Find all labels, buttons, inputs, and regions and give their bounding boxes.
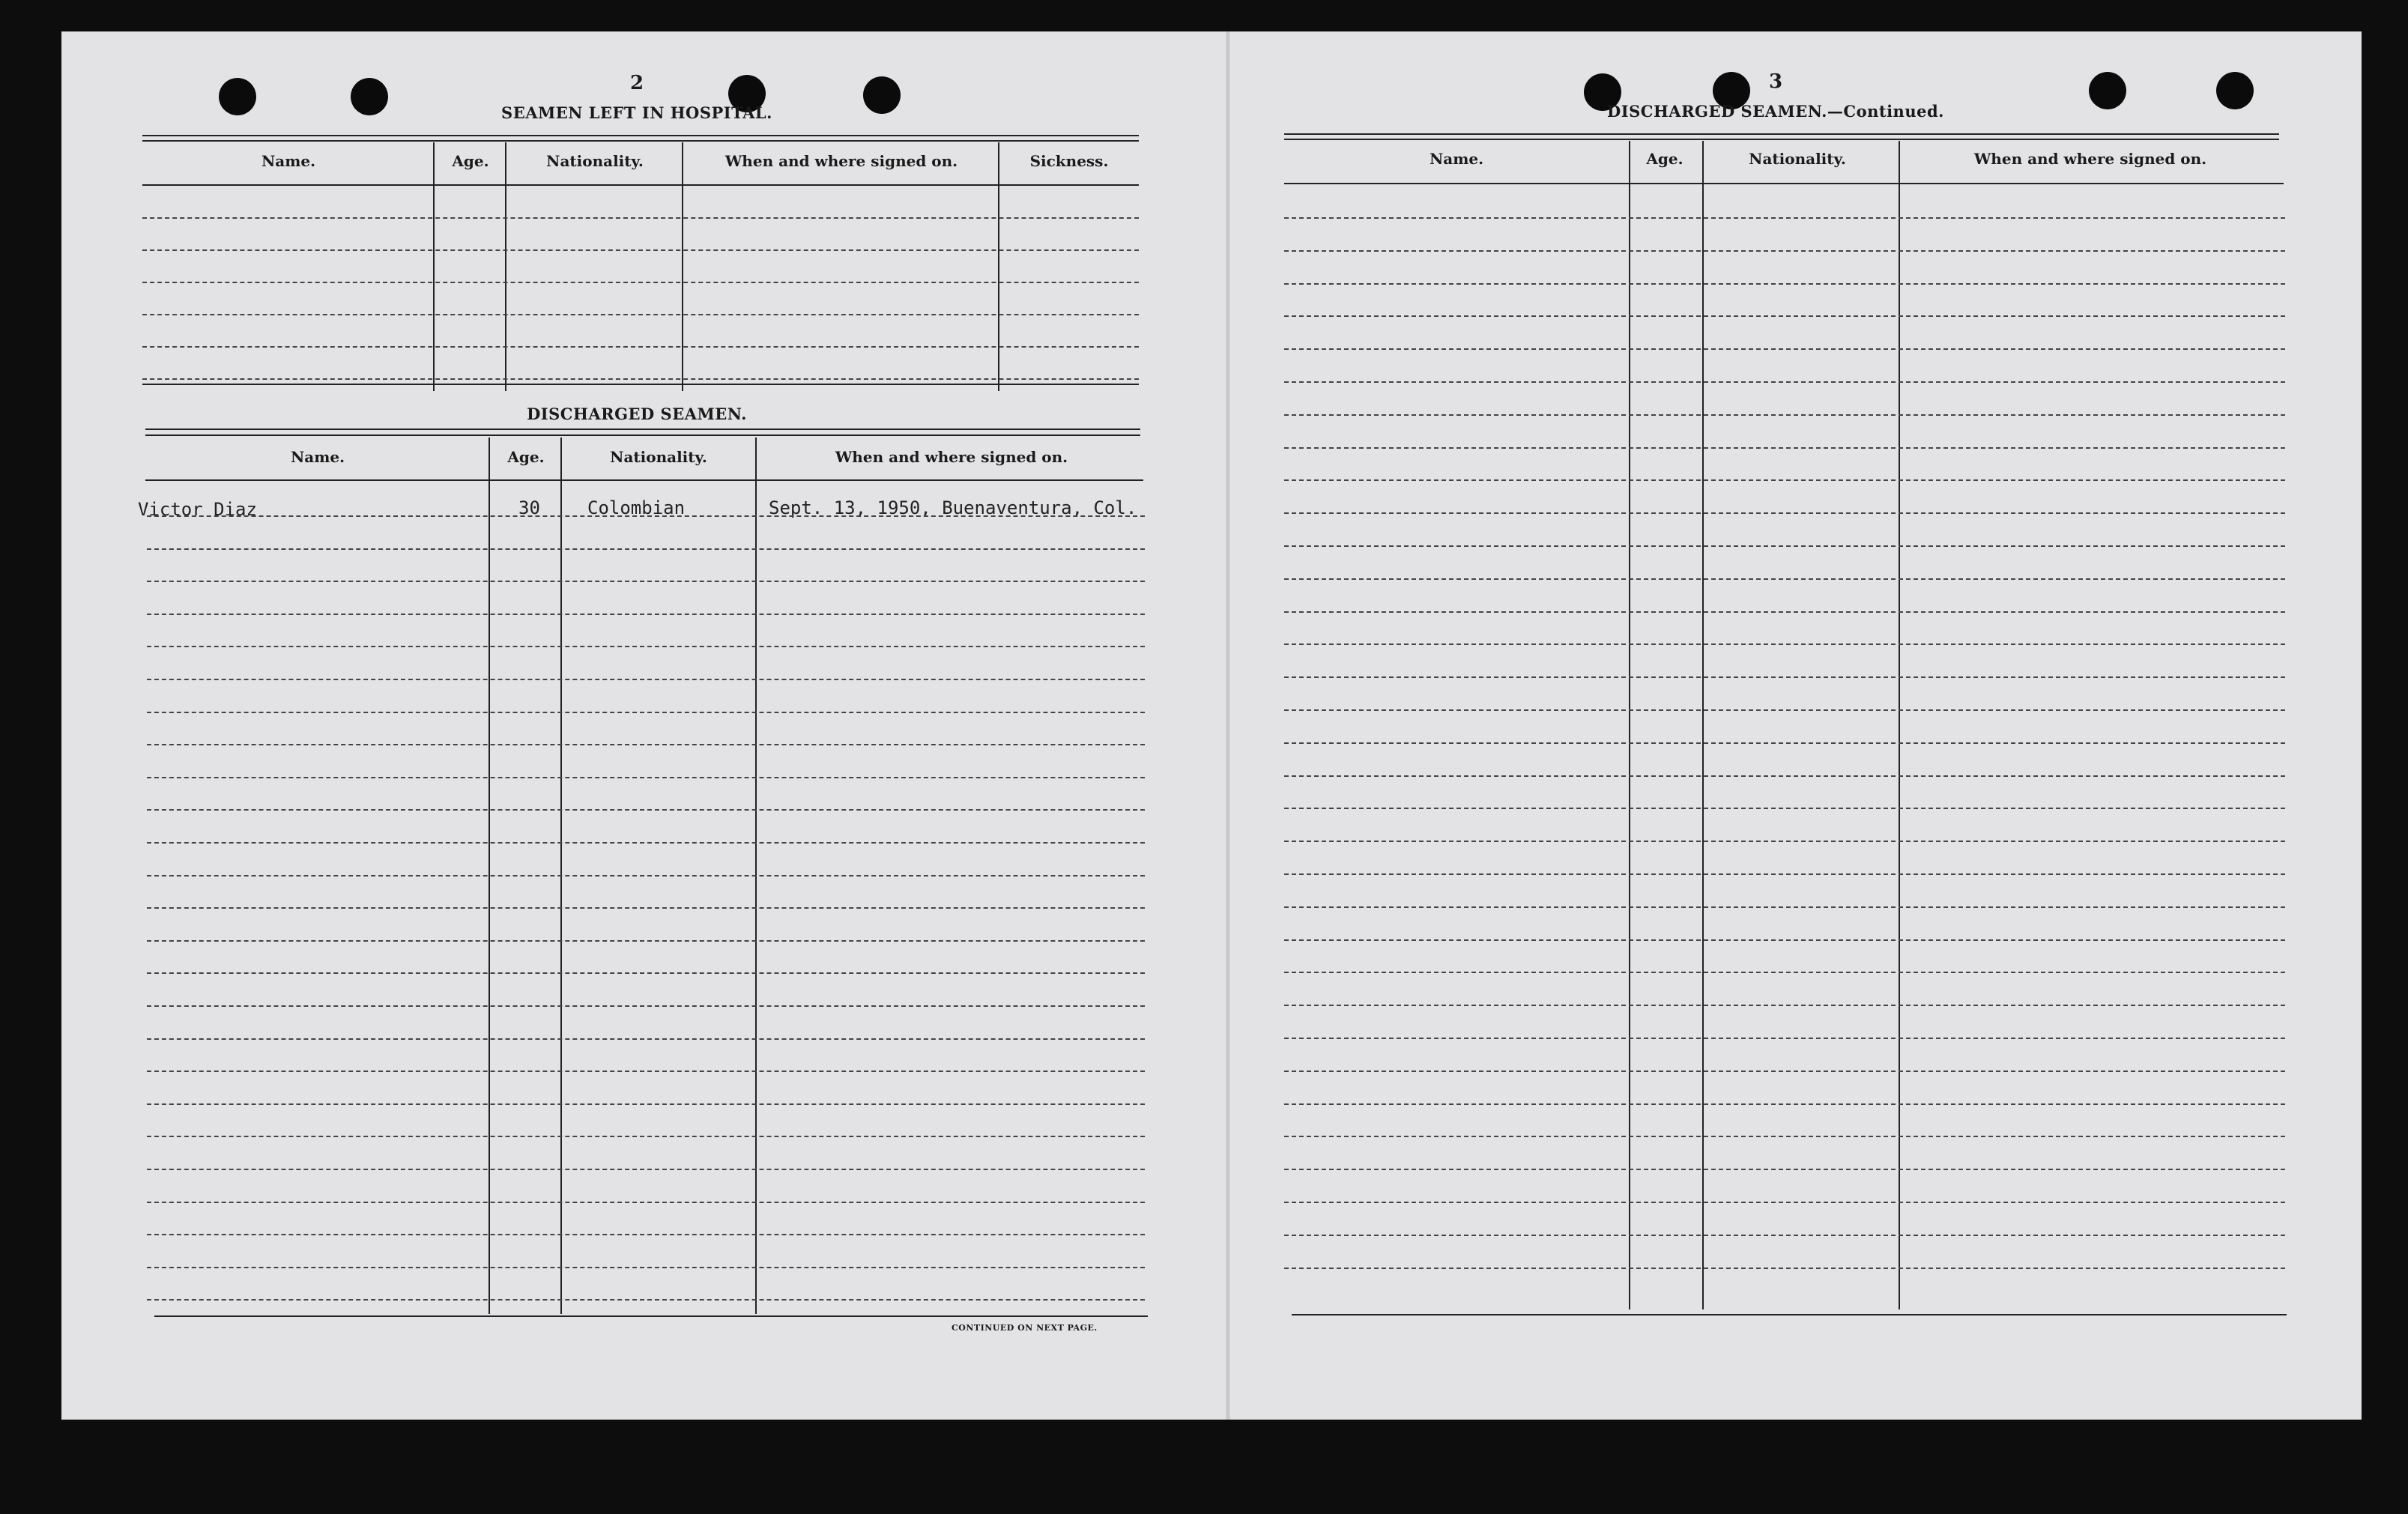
ruled-line bbox=[1284, 644, 2285, 645]
ruled-line bbox=[147, 842, 1145, 844]
ruled-line bbox=[147, 777, 1145, 778]
rule bbox=[154, 1315, 1148, 1317]
ruled-line bbox=[1284, 545, 2285, 547]
hospital-col-name: Name. bbox=[261, 152, 316, 170]
left-page-number: 2 bbox=[629, 72, 644, 94]
ruled-line bbox=[1284, 578, 2285, 580]
continued-col-nationality: Nationality. bbox=[1749, 150, 1846, 168]
ruled-line bbox=[1284, 250, 2285, 252]
hospital-col-sickness: Sickness. bbox=[1029, 152, 1109, 170]
ruled-line bbox=[1284, 709, 2285, 711]
ruled-line bbox=[147, 712, 1145, 713]
seaman-signed-on: Sept. 13, 1950, Buenaventura, Col. bbox=[769, 497, 1137, 518]
ruled-line bbox=[147, 1071, 1145, 1072]
discharged-col-name: Name. bbox=[290, 448, 345, 466]
form-sheet bbox=[61, 31, 2362, 1420]
punch-hole bbox=[2089, 72, 2126, 109]
ruled-line bbox=[1284, 1103, 2285, 1105]
ruled-line bbox=[142, 217, 1139, 219]
ruled-line bbox=[1284, 1202, 2285, 1203]
ruled-line bbox=[147, 548, 1145, 550]
ruled-line bbox=[1284, 939, 2285, 941]
ruled-line bbox=[147, 1169, 1145, 1170]
ruled-line bbox=[1284, 1268, 2285, 1269]
ruled-line bbox=[1284, 414, 2285, 416]
discharged-continued-title: DISCHARGED SEAMEN.—Continued. bbox=[1607, 102, 1944, 121]
ruled-line bbox=[147, 1005, 1145, 1007]
ruled-line bbox=[1284, 611, 2285, 613]
ruled-line bbox=[147, 1038, 1145, 1040]
rule bbox=[1292, 1314, 2287, 1315]
ruled-line bbox=[1284, 217, 2285, 219]
hospital-col-age: Age. bbox=[452, 152, 489, 170]
ruled-line bbox=[1284, 972, 2285, 973]
punch-hole bbox=[863, 76, 901, 114]
ruled-line bbox=[147, 744, 1145, 745]
continued-footer: CONTINUED ON NEXT PAGE. bbox=[952, 1323, 1098, 1333]
ruled-line bbox=[1284, 348, 2285, 350]
ruled-line bbox=[147, 1136, 1145, 1137]
column-divider bbox=[998, 142, 999, 391]
column-divider bbox=[505, 142, 506, 391]
continued-col-signed-on: When and where signed on. bbox=[1973, 150, 2207, 168]
ruled-line bbox=[147, 1267, 1145, 1268]
seaman-nationality: Colombian bbox=[587, 497, 686, 518]
ruled-line bbox=[1284, 775, 2285, 777]
ruled-line bbox=[1284, 808, 2285, 809]
right-page-number: 3 bbox=[1768, 70, 1783, 93]
continued-col-name: Name. bbox=[1429, 150, 1484, 168]
rule bbox=[145, 479, 1143, 481]
rule bbox=[145, 434, 1140, 436]
punch-hole bbox=[351, 78, 388, 115]
discharged-section-title: DISCHARGED SEAMEN. bbox=[527, 405, 747, 423]
ruled-line bbox=[142, 378, 1139, 380]
ruled-line bbox=[142, 346, 1139, 348]
ruled-line bbox=[1284, 1169, 2285, 1170]
rule bbox=[1284, 139, 2279, 140]
ruled-line bbox=[147, 679, 1145, 680]
rule bbox=[145, 429, 1140, 430]
ruled-line bbox=[1284, 906, 2285, 908]
ruled-line bbox=[147, 809, 1145, 811]
continued-col-age: Age. bbox=[1646, 150, 1684, 168]
rule bbox=[142, 384, 1139, 385]
ruled-line bbox=[147, 646, 1145, 647]
ruled-line bbox=[147, 515, 1145, 517]
ruled-line bbox=[147, 614, 1145, 615]
ruled-line bbox=[147, 581, 1145, 582]
ruled-line bbox=[142, 249, 1139, 251]
ruled-line bbox=[1284, 1038, 2285, 1039]
rule bbox=[142, 184, 1139, 186]
ruled-line bbox=[147, 1299, 1145, 1300]
punch-hole bbox=[2216, 72, 2254, 109]
ruled-line bbox=[1284, 479, 2285, 481]
ruled-line bbox=[1284, 447, 2285, 449]
column-divider bbox=[433, 142, 435, 391]
ruled-line bbox=[147, 1103, 1145, 1105]
ruled-line bbox=[1284, 841, 2285, 842]
hospital-col-signed-on: When and where signed on. bbox=[724, 152, 958, 170]
ruled-line bbox=[147, 972, 1145, 974]
page-fold bbox=[1226, 31, 1230, 1420]
discharged-col-age: Age. bbox=[507, 448, 545, 466]
rule bbox=[142, 135, 1139, 136]
discharged-col-nationality: Nationality. bbox=[610, 448, 707, 466]
ruled-line bbox=[1284, 676, 2285, 678]
rule bbox=[1284, 133, 2279, 135]
ruled-line bbox=[1284, 742, 2285, 744]
ruled-line bbox=[1284, 1071, 2285, 1072]
hospital-section-title: SEAMEN LEFT IN HOSPITAL. bbox=[501, 103, 772, 122]
discharged-col-signed-on: When and where signed on. bbox=[835, 448, 1068, 466]
ruled-line bbox=[1284, 512, 2285, 514]
ruled-line bbox=[147, 875, 1145, 876]
ruled-line bbox=[147, 940, 1145, 942]
ruled-line bbox=[1284, 315, 2285, 317]
rule bbox=[142, 140, 1139, 142]
ruled-line bbox=[147, 907, 1145, 909]
ruled-line bbox=[1284, 1136, 2285, 1137]
ruled-line bbox=[1284, 283, 2285, 285]
ruled-line bbox=[147, 1234, 1145, 1235]
ruled-line bbox=[1284, 1005, 2285, 1006]
ruled-line bbox=[147, 1202, 1145, 1203]
hospital-col-nationality: Nationality. bbox=[546, 152, 644, 170]
ruled-line bbox=[142, 314, 1139, 315]
seaman-age: 30 bbox=[518, 497, 540, 518]
punch-hole bbox=[219, 78, 256, 115]
ruled-line bbox=[1284, 381, 2285, 383]
ruled-line bbox=[1284, 873, 2285, 875]
ruled-line bbox=[1284, 1235, 2285, 1236]
rule bbox=[1284, 183, 2284, 184]
seaman-name: Victor Diaz bbox=[138, 499, 257, 520]
ruled-line bbox=[142, 282, 1139, 283]
column-divider bbox=[682, 142, 683, 391]
